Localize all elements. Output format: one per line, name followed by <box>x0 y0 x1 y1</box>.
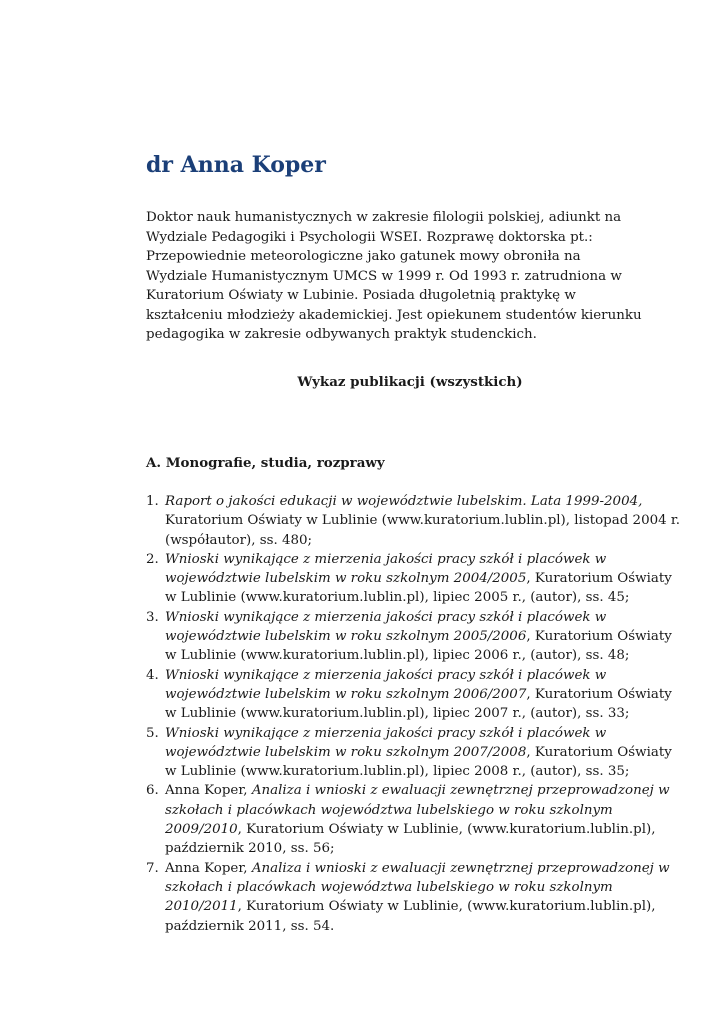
item-title: Wnioski wynikające z mierzenia jakości pracy szkół i placówek w województwie lubelskim w roku szkolnym 2005/2006 <box>165 609 607 645</box>
list-item <box>146 724 681 782</box>
item-title: Wnioski wynikające z mierzenia jakości pracy szkół i placówek w województwie lubelskim w roku szkolnym 2006/2007 <box>165 667 607 702</box>
item-title: Analiza i wnioski z ewaluacji zewnętrznej przeprowadzonej w szkołach i placówkach województwa lubelskiego w roku szkolnym 2009/2010 <box>165 783 670 838</box>
item-details: Kuratorium Oświaty w Lublinie (www.kuratorium.lublin.pl), listopad 2004 r. (współautor), ss. 480; <box>165 513 681 548</box>
item-number: 5. <box>146 725 159 741</box>
item-details: , Kuratorium Oświaty w Lublinie, (www.kuratorium.lublin.pl), październik 2010, ss. 56; <box>165 822 656 857</box>
publications-heading: Wykaz publikacji (wszystkich) <box>297 374 523 390</box>
item-number: 1. <box>146 494 159 509</box>
item-title: Raport o jakości edukacji w województwie lubelskim. Lata 1999-2004, <box>165 494 643 509</box>
list-item <box>146 781 681 858</box>
item-details: , Kuratorium Oświaty w Lublinie, (www.kuratorium.lublin.pl), październik 2011, ss. 54. <box>165 899 656 934</box>
item-details: , Kuratorium Oświaty w Lublinie (www.kuratorium.lublin.pl), lipiec 2007 r., (autor), ss. 33; <box>165 686 672 722</box>
item-details: , Kuratorium Oświaty w Lublinie (www.kuratorium.lublin.pl), lipiec 2006 r., (autor), ss. 48; <box>165 629 672 664</box>
list-item <box>146 608 681 666</box>
item-title: Analiza i wnioski z ewaluacji zewnętrznej przeprowadzonej w szkołach i placówkach województwa lubelskiego w roku szkolnym 2010/2011 <box>165 860 670 915</box>
item-number: 3. <box>146 609 159 625</box>
item-author: Anna Koper, <box>165 860 252 876</box>
bio-paragraph: Doktor nauk humanistycznych w zakresie filologii polskiej, adiunkt na Wydziale Pedagogiki i Psychologii WSEI. Rozprawę doktorska pt.: Przepowiednie meteorologiczne jako gatunek mowy obroniła na Wydziale Humanistycznym UMCS w 1999 r. Od 1993 r. zatrudniona w Kuratorium Oświaty w Lubinie. Posiada długoletnią praktykę w kształceniu młodzieży akademickiej. Jest opiekunem studentów kierunku pedagogika w zakresie odbywanych praktyk studenckich. <box>146 210 642 342</box>
list-item <box>146 859 681 936</box>
item-number: 4. <box>146 667 159 683</box>
item-author: Anna Koper, <box>165 783 252 799</box>
publication-list <box>146 492 681 936</box>
item-title: Wnioski wynikające z mierzenia jakości pracy szkół i placówek w województwie lubelskim w roku szkolnym 2004/2005 <box>165 551 607 587</box>
page-title: dr Anna Koper <box>146 152 326 178</box>
section-heading: A. Monografie, studia, rozprawy <box>146 455 385 471</box>
item-details: , Kuratorium Oświaty w Lublinie (www.kuratorium.lublin.pl), lipiec 2005 r., (autor), ss. 45; <box>165 571 672 606</box>
item-number: 7. <box>146 860 159 876</box>
list-item <box>146 666 681 724</box>
item-number: 6. <box>146 783 159 799</box>
item-title: Wnioski wynikające z mierzenia jakości pracy szkół i placówek w województwie lubelskim w roku szkolnym 2007/2008 <box>165 725 607 760</box>
item-number: 2. <box>146 551 159 567</box>
list-item <box>146 550 681 608</box>
item-details: , Kuratorium Oświaty w Lublinie (www.kuratorium.lublin.pl), lipiec 2008 r., (autor), ss. 35; <box>165 744 672 780</box>
list-item <box>146 492 681 550</box>
